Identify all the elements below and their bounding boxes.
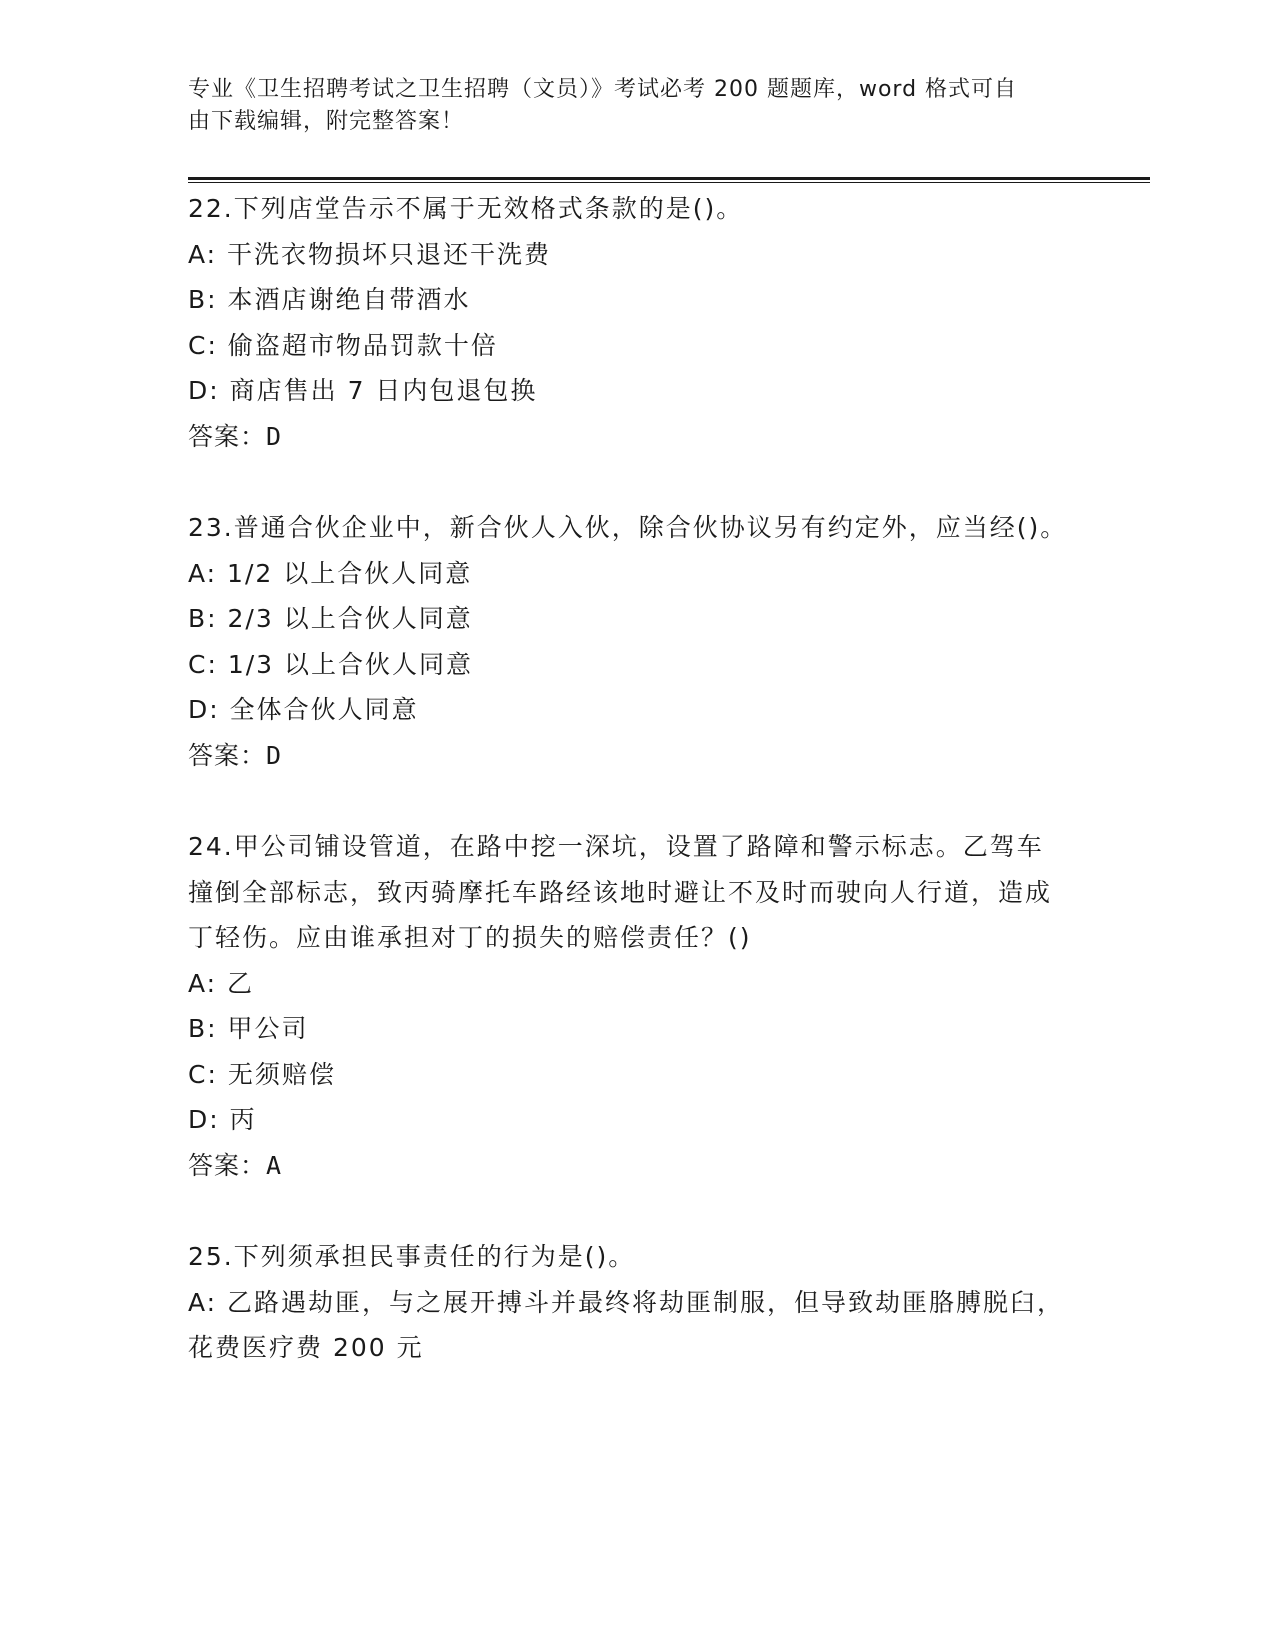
question-25 [188,1234,1068,1371]
question-24 [188,824,1068,1188]
option-d: D: 商店售出 7 日内包退包换 [188,376,538,405]
option-b: B: 本酒店谢绝自带酒水 [188,285,471,314]
option-c: C: 1/3 以上合伙人同意 [188,649,474,679]
question-stem: 25.下列须承担民事责任的行为是()。 [188,1242,636,1271]
option-b: B: 2/3 以上合伙人同意 [188,604,473,633]
header-rule-thin [188,182,1150,183]
answer-line: 答案：D [188,421,283,451]
option-d: D: 全体合伙人同意 [188,695,419,724]
document-header: 专业《卫生招聘考试之卫生招聘（文员）》考试必考 200 题题库，word 格式可自 由下载编辑，附完整答案！ [188,77,1018,134]
option-a: A: 1/2 以上合伙人同意 [188,558,473,588]
option-c: C: 偷盗超市物品罚款十倍 [188,330,498,360]
question-list [188,186,1068,1417]
option-d: D: 丙 [188,1105,257,1134]
header-rule-thick [188,177,1150,180]
option-b: B: 甲公司 [188,1014,309,1043]
option-c: C: 无须赔偿 [188,1059,336,1089]
question-23 [188,505,1068,778]
option-a: A: 乙路遇劫匪，与之展开搏斗并最终将劫匪制服，但导致劫匪胳膊脱臼，花费医疗费 200 元 [188,1287,1065,1362]
option-a: A: 干洗衣物损坏只退还干洗费 [188,239,552,269]
answer-line: 答案：A [188,1150,283,1180]
question-stem: 24.甲公司铺设管道，在路中挖一深坑，设置了路障和警示标志。乙驾车撞倒全部标志，致丙骑摩托车路经该地时避让不及时而驶向人行道，造成丁轻伤。应由谁承担对丁的损失的赔偿责任？() [188,832,1053,952]
question-stem: 22.下列店堂告示不属于无效格式条款的是()。 [188,194,744,223]
question-22 [188,186,1068,459]
option-a: A: 乙 [188,968,255,998]
answer-line: 答案：D [188,740,283,770]
question-stem: 23.普通合伙企业中，新合伙人入伙，除合伙协议另有约定外，应当经()。 [188,513,1068,542]
